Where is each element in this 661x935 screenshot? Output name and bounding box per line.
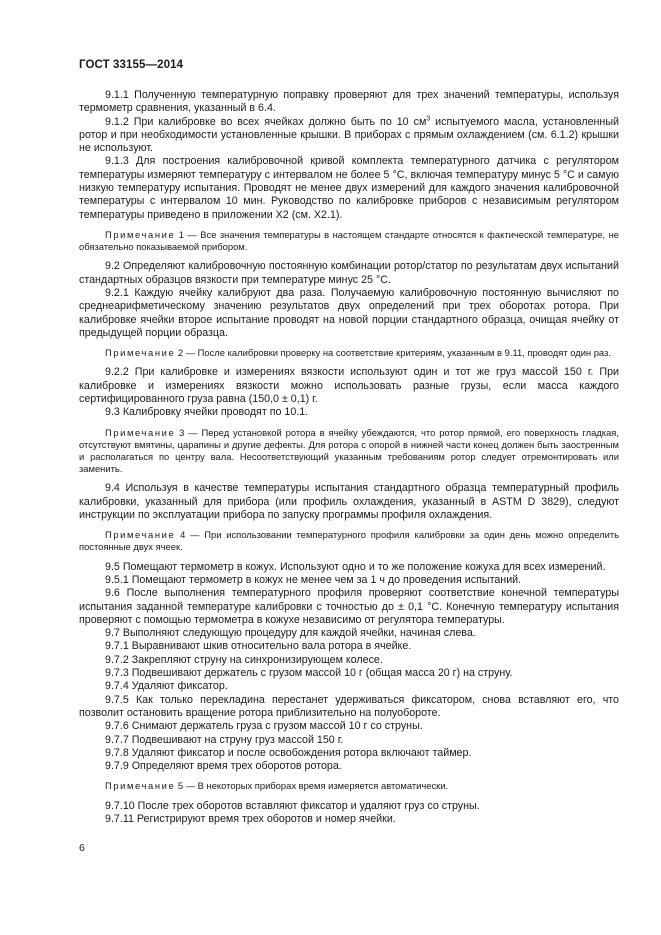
note-label: Примечание <box>105 228 176 240</box>
paragraph-9-5: 9.5 Помещают термометр в кожух. Используют одно и то же положение кожуха для всех измерений. <box>105 560 606 573</box>
note-1 <box>79 229 619 253</box>
paragraph-9-7: 9.7 Выполняют следующую процедуру для каждой ячейки, начиная слева. <box>105 627 476 640</box>
paragraph-9-7-8: 9.7.8 Удаляют фиксатор и после освобождения ротора включают таймер. <box>105 746 472 759</box>
page-header: ГОСТ 33155—2014 <box>79 59 184 71</box>
paragraph-9-1-2-start: 9.1.2 При калибровке во всех ячейках должно быть по 10 см <box>105 115 427 128</box>
note-label: Примечание <box>105 426 176 438</box>
note-1-text: 1 — Все значения температуры в настоящем стандарте относятся к фактической температуре, не обязательно показываемой прибором. <box>79 228 619 253</box>
paragraph-9-3: 9.3 Калибровку ячейки проводят по 10.1. <box>105 406 309 419</box>
paragraph-9-7-6: 9.7.6 Снимают держатель груза с грузом массой 10 г со струны. <box>105 720 423 733</box>
paragraph-9-7-3: 9.7.3 Подвешивают держатель с грузом массой 10 г (общая масса 20 г) на струну. <box>105 667 513 680</box>
note-label: Примечание <box>105 780 176 792</box>
note-3-text: 3 — Перед установкой ротора в ячейку убеждаются, что ротор прямой, его поверхность гладкая, отсутствуют вмятины, царапины и другие дефекты. Для ротора с опорой в нижней части конец должен быть заостренным и располагаться по центру вала. Несоответствующий указанным требованиям ротор следует отремонтировать или заменить. <box>79 426 619 475</box>
paragraph-9-2-2: 9.2.2 При калибровке и измерениях вязкости используют один и тот же груз массой 150 г. При калибровке и измерениях вязкости можно использовать разные грузы, если масса каждого сертифицированного груза равна (150,0 ± 0,1) г. <box>79 366 619 405</box>
paragraph-9-1-3: 9.1.3 Для построения калибровочной кривой комплекта температурного датчика с регулятором температуры измеряют температуру с интервалом не более 5 °С, включая температуру минус 5 °С и самую низкую температуру испытания. Проводят не менее двух измерений для каждого значения калибровочной температуры с интервалом 10 мин. Руководство по калибровке приборов с независимым регулятором температуры приведено в приложении Х2 (см. Х2.1). <box>79 155 619 221</box>
note-label: Примечание <box>105 529 176 541</box>
paragraph-9-7-9: 9.7.9 Определяют время трех оборотов ротора. <box>105 760 342 773</box>
paragraph-9-5-1: 9.5.1 Помещают термометр в кожух не менее чем за 1 ч до проведения испытаний. <box>105 573 522 586</box>
note-3 <box>79 427 619 476</box>
note-5 <box>79 780 619 792</box>
paragraph-9-1-2 <box>79 116 619 156</box>
paragraph-9-7-5: 9.7.5 Как только перекладина перестанет удерживаться фиксатором, снова вставляют его, что позволит остановить вращение ротора приблизительно на полуобороте. <box>79 693 619 719</box>
paragraph-9-7-2: 9.7.2 Закрепляют струну на синхронизирующем колесе. <box>105 653 383 666</box>
paragraph-9-1-1: 9.1.1 Полученную температурную поправку проверяют для трех значений температуры, используя термометр сравнения, указанный в 6.4. <box>79 89 619 115</box>
note-2 <box>79 347 619 359</box>
superscript-3: 3 <box>426 115 431 123</box>
paragraph-9-2: 9.2 Определяют калибровочную постоянную комбинации ротор/статор по результатам двух испытаний стандартных образцов вязкости при температуре минус 25 °С. <box>79 260 619 286</box>
page-number: 6 <box>79 842 85 854</box>
paragraph-9-7-10: 9.7.10 После трех оборотов вставляют фиксатор и удаляют груз со струны. <box>105 799 480 812</box>
paragraph-9-7-4: 9.7.4 Удаляют фиксатор. <box>105 680 228 693</box>
document-body <box>79 89 619 826</box>
paragraph-9-2-1: 9.2.1 Каждую ячейку калибруют два раза. Получаемую калибровочную постоянную вычисляют по среднеарифметическому значению результатов двух определений при трех оборотах ротора. При калибровке ячейки второе испытание проводят на новой порции стандартного образца, очищая ячейку от предыдущей порции образца. <box>79 286 619 339</box>
paragraph-9-1-2-end: испытуемого масла, установленный ротор и при необходимости установленные крышки. В приборах с прямым охлаждением (см. 6.1.2) крышки не используют. <box>79 115 619 155</box>
note-4-text: 4 — При использовании температурного профиля калибровки за один день можно определить постоянные двух ячеек. <box>79 529 619 553</box>
paragraph-9-4: 9.4 Используя в качестве температуры испытания стандартного образца температурный профиль калибровки, указанный для прибора (или профиль охлаждения, указанный в ASTM D 3829), следуют инструкции по эксплуатации прибора по запуску программы профиля охлаждения. <box>79 482 619 521</box>
note-2-text: 2 — После калибровки проверку на соответствие критериям, указанным в 9.11, проводят один раз. <box>175 347 611 359</box>
paragraph-9-7-11: 9.7.11 Регистрируют время трех оборотов и номер ячейки. <box>105 812 396 825</box>
note-5-text: 5 — В некоторых приборах время измеряется автоматически. <box>175 780 449 792</box>
paragraph-9-7-7: 9.7.7 Подвешивают на струну груз массой 150 г. <box>105 733 344 746</box>
paragraph-9-7-1: 9.7.1 Выравнивают шкив относительно вала ротора в ячейке. <box>105 640 412 653</box>
paragraph-9-6: 9.6 После выполнения температурного профиля проверяют соответствие конечной температуры испытания заданной температуре калибровки с точностью до ± 0,1 °С. Конечную температуру испытания проверяют с помощью термометра в кожухе независимо от регулятора температуры. <box>79 587 619 626</box>
note-label: Примечание <box>105 347 176 359</box>
note-4 <box>79 529 619 553</box>
